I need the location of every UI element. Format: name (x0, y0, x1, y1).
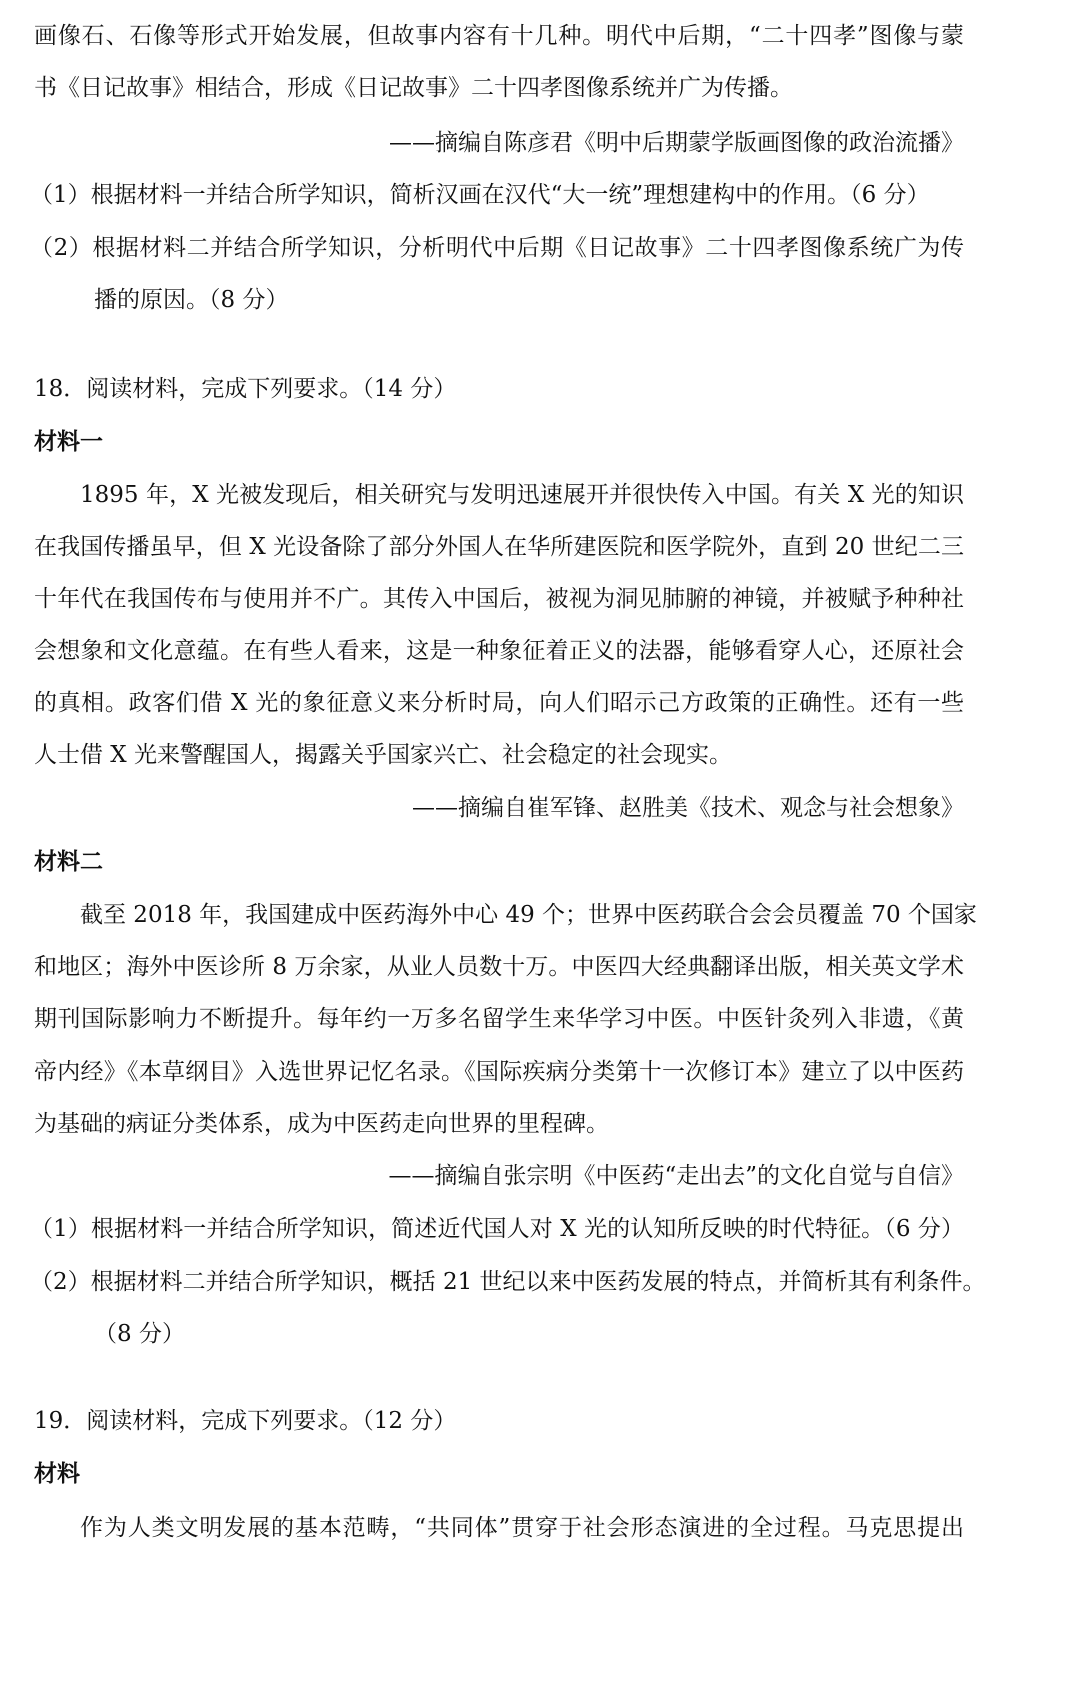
material-2-source: ——摘编自张宗明《中医药“走出去”的文化自觉与自信》 (388, 1163, 964, 1189)
material-1-line: 在我国传播虽早，但 X 光设备除了部分外国人在华所建医院和医学院外，直到 20 世纪二三 (34, 534, 964, 560)
material-1-line: 的真相。政客们借 X 光的象征意义来分析时局，向人们昭示己方政策的正确性。还有一些 (34, 690, 964, 716)
material-text-line: 书《日记故事》相结合，形成《日记故事》二十四孝图像系统并广为传播。 (34, 75, 793, 101)
material-source: ——摘编自陈彦君《明中后期蒙学版画图像的政治流播》 (389, 130, 964, 156)
material-2-line: 为基础的病证分类体系，成为中医药走向世界的里程碑。 (34, 1111, 609, 1137)
sub-question-2-continued: （8 分） (94, 1321, 185, 1347)
sub-question-2-continued: 播的原因。（8 分） (94, 287, 289, 313)
material-1-line: 会想象和文化意蕴。在有些人看来，这是一种象征着正义的法器，能够看穿人心，还原社会 (34, 638, 964, 664)
sub-question-1: （1）根据材料一并结合所学知识，简述近代国人对 X 光的认知所反映的时代特征。（6 分） (30, 1216, 964, 1242)
material-2-heading: 材料二 (34, 848, 103, 875)
question-18-title: 18．阅读材料，完成下列要求。（14 分） (34, 376, 457, 402)
material-2-line: 期刊国际影响力不断提升。每年约一万多名留学生来华学习中医。中医针灸列入非遗，《黄 (34, 1006, 964, 1032)
material-2-line: 帝内经》《本草纲目》入选世界记忆名录。《国际疾病分类第十一次修订本》建立了以中医药 (34, 1059, 964, 1085)
material-1-line: 人士借 X 光来警醒国人，揭露关乎国家兴亡、社会稳定的社会现实。 (34, 742, 732, 768)
material-heading: 材料 (34, 1460, 80, 1487)
material-1-line: 十年代在我国传布与使用并不广。其传入中国后，被视为洞见肺腑的神镜，并被赋予种种社 (34, 586, 964, 612)
material-1-source: ——摘编自崔军锋、赵胜美《技术、观念与社会想象》 (412, 795, 964, 821)
material-2-line: 截至 2018 年，我国建成中医药海外中心 49 个；世界中医药联合会会员覆盖 70 个国家 (80, 902, 977, 928)
sub-question-2: （2）根据材料二并结合所学知识，概括 21 世纪以来中医药发展的特点，并简析其有利条件。 (30, 1269, 986, 1295)
material-text-line: 画像石、石像等形式开始发展，但故事内容有十几种。明代中后期，“二十四孝”图像与蒙 (34, 23, 964, 49)
material-1-heading: 材料一 (34, 428, 103, 455)
sub-question-1: （1）根据材料一并结合所学知识，简析汉画在汉代“大一统”理想建构中的作用。（6 分） (30, 182, 930, 208)
material-text-line: 作为人类文明发展的基本范畴，“共同体”贯穿于社会形态演进的全过程。马克思提出 (80, 1515, 964, 1541)
sub-question-2: （2）根据材料二并结合所学知识，分析明代中后期《日记故事》二十四孝图像系统广为传 (30, 235, 964, 261)
material-2-line: 和地区；海外中医诊所 8 万余家，从业人员数十万。中医四大经典翻译出版，相关英文学术 (34, 954, 964, 980)
question-19-title: 19．阅读材料，完成下列要求。（12 分） (34, 1408, 457, 1434)
material-1-line: 1895 年，X 光被发现后，相关研究与发明迅速展开并很快传入中国。有关 X 光的知识 (80, 482, 964, 508)
